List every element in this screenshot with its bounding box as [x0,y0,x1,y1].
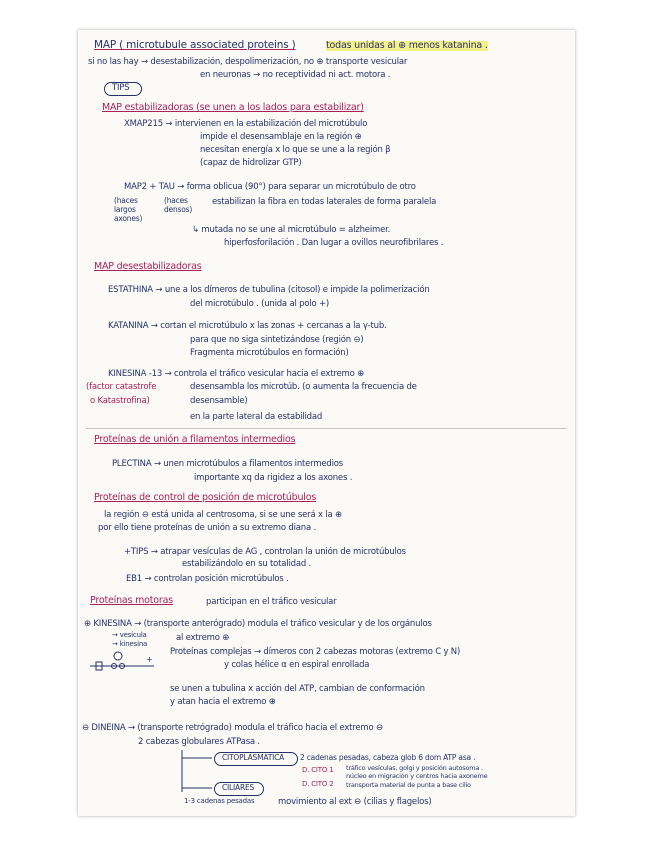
note-line: Fragmenta microtúbulos en formación) [190,348,349,358]
note-line: D. CITO 1 [302,766,334,774]
note-line: importante xq da rigidez a los axones . [194,473,353,483]
note-line: ⊕ KINESINA → (transporte anterógrado) modula el tráfico vesicular y de los orgánulos [84,619,432,629]
note-aside: (haces largos axones) [114,196,143,223]
heading-proteinas-motoras: Proteínas motoras [90,595,173,606]
diagram-label: → kinesina [112,640,148,648]
note-aside: o Katastrofina) [90,396,150,406]
note-line: 1-3 cadenas pesadas [184,797,255,805]
note-line: 2 cabezas globulares ATPasa . [138,737,260,747]
note-line: (capaz de hidrolizar GTP) [200,158,302,168]
note-aside: (haces densos) [164,196,193,214]
note-line: desensamble) [190,396,248,406]
note-line: si no las hay → desestabilización, despolimerización, no ⊕ transporte vesicular [88,57,408,67]
note-line: tráfico vesículas, golgi y posición autosoma . [346,764,483,772]
note-line: XMAP215 → intervienen en la estabilización del microtúbulo [124,119,368,129]
note-line: impide el desensamblaje en la región ⊕ [200,132,362,142]
note-line: Proteínas complejas → dímeros con 2 cabezas motoras (extremo C y N) [170,647,461,657]
kinesin-sketch-icon [88,650,158,672]
svg-text:+: + [146,655,153,664]
note-line: y colas hélice α en espiral enrollada [224,660,370,670]
note-line: ESTATHINA → une a los dímeros de tubulina (citosol) e impide la polimerización [108,285,430,295]
note-line: núcleo en migración y centros hacia axoneme [346,772,488,780]
divider [86,428,567,429]
note-line: estabilizándolo en su totalidad . [182,559,312,569]
note-line: en la parte lateral da estabilidad [190,412,323,422]
tips-badge: TIPS [112,83,130,93]
note-line: estabilizan la fibra en todas laterales de forma paralela [212,197,437,207]
heading-control-posicion: Proteínas de control de posición de microtúbulos [94,492,317,503]
note-line: en neuronas → no receptividad ni act. motora . [200,70,391,80]
note-line: desensambla los microtúb. (o aumenta la frecuencia de [190,382,417,392]
note-line: necesitan energía x lo que se une a la región β [200,145,391,155]
note-line: KATANINA → cortan el microtúbulo x las zonas + cercanas a la γ-tub. [108,321,387,331]
note-line: y atan hacia el extremo ⊕ [170,697,276,707]
note-highlight-katanina: todas unidas al ⊕ menos katanina . [326,40,488,51]
heading-map-estabilizadoras: MAP estabilizadoras (se unen a los lados para estabilizar) [102,102,364,113]
note-line: KINESINA -13 → controla el tráfico vesicular hacia el extremo ⊕ [108,369,365,379]
note-line: al extremo ⊕ [176,633,230,643]
dynein-type-label: CITOPLASMATICA [222,753,285,762]
heading-map-desestabilizadoras: MAP desestabilizadoras [94,261,202,272]
heading-union-filamentos: Proteínas de unión a filamentos intermedios [94,434,296,445]
note-line: del microtúbulo . (unida al polo +) [190,299,330,309]
heading-map: MAP ( microtubule associated proteins ) [94,39,296,51]
note-line: participan en el tráfico vesicular [206,597,337,607]
note-line: ↳ mutada no se une al microtúbulo = alzheimer. [192,225,391,235]
notebook-page [78,30,575,816]
note-line: PLECTINA → unen microtúbulos a filamentos intermedios [112,459,344,469]
dynein-type-label: CILIARES [222,783,255,792]
note-line: ⊖ DINEINA → (transporte retrógrado) modula el tráfico hacia el extremo ⊖ [82,723,383,733]
note-line: +TIPS → atrapar vesículas de AG , controlan la unión de microtúbulos [124,547,406,557]
note-line: para que no siga sintetizándose (región ⊖) [190,335,364,345]
note-line: transporta material de punta a base cilio [346,781,471,789]
note-line: MAP2 + TAU → forma oblicua (90°) para separar un microtúbulo de otro [124,182,416,192]
note-aside: (factor catastrofe [86,382,157,392]
note-line: movimiento al ext ⊖ (cilias y flagelos) [278,797,432,807]
note-line: hiperfosforilación . Dan lugar a ovillos neurofibrilares . [224,238,444,248]
note-line: EB1 → controlan posición microtúbulos . [126,574,289,584]
note-line: por ello tiene proteínas de unión a su extremo diana . [98,523,316,533]
note-line: la región ⊖ está unida al centrosoma, si se une será x la ⊕ [104,510,342,520]
note-line: D. CITO 2 [302,780,334,788]
branch-lines-icon [178,748,218,798]
note-line: se unen a tubulina x acción del ATP, cambian de conformación [170,684,425,694]
note-line: 2 cadenas pesadas, cabeza glob 6 dom ATP asa . [300,753,476,762]
diagram-label: → vesícula [112,631,147,639]
